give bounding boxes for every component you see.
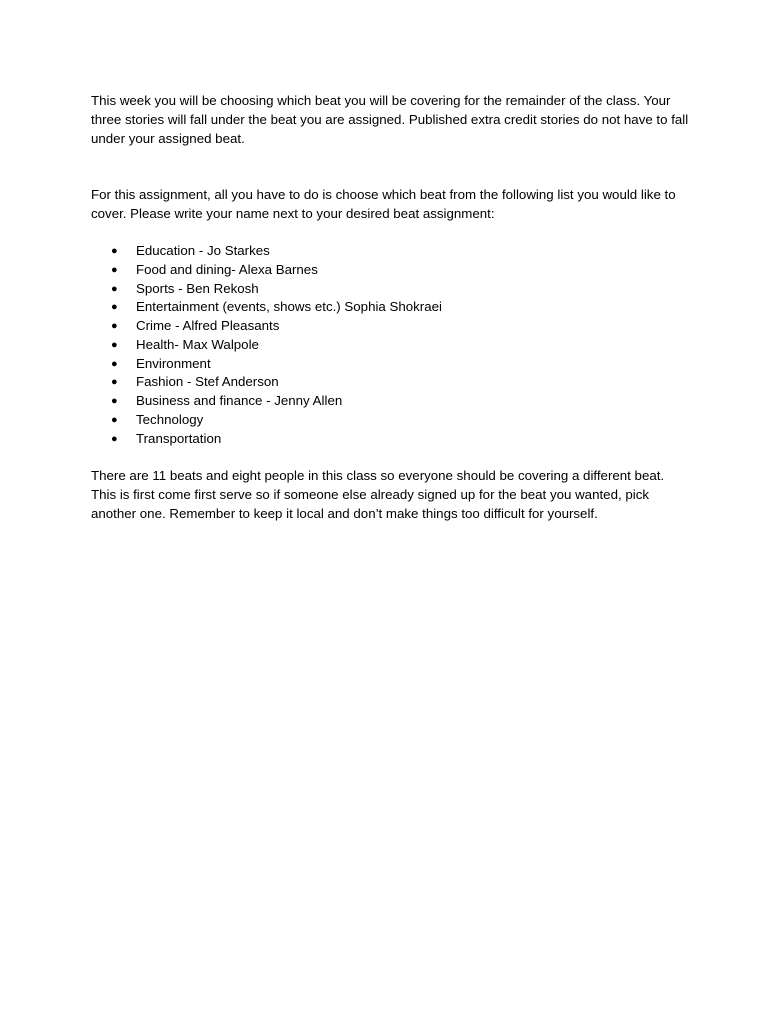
- document-body: [91, 91, 691, 523]
- list-item: [91, 280, 691, 299]
- list-item: [91, 298, 691, 317]
- bullet-icon: ●: [111, 357, 118, 370]
- closing-paragraph: There are 11 beats and eight people in this class so everyone should be covering a different beat. This is first come first serve so if someone else already signed up for the beat you wanted, pick another one. Remember to keep it local and don’t make things too difficult for yourself.: [91, 468, 665, 522]
- list-item: [91, 261, 691, 280]
- list-item: [91, 373, 691, 392]
- list-item: [91, 336, 691, 355]
- beat-label: Sports - Ben Rekosh: [136, 280, 259, 296]
- beat-label: Transportation: [136, 430, 222, 446]
- bullet-icon: ●: [111, 282, 118, 295]
- intro-paragraph: This week you will be choosing which beat you will be covering for the remainder of the class. Your three stories will fall under the beat you are assigned. Published extra credit stories do not have to fall under your assigned beat.: [91, 93, 689, 146]
- beat-label: Entertainment (events, shows etc.) Sophia Shokraei: [136, 299, 442, 315]
- bullet-icon: ●: [111, 245, 118, 257]
- list-item: [91, 392, 691, 411]
- list-item: [91, 317, 691, 336]
- beat-label: Food and dining- Alexa Barnes: [136, 261, 318, 277]
- bullet-icon: ●: [111, 395, 118, 407]
- bullet-icon: ●: [111, 376, 118, 389]
- bullet-icon: ●: [111, 432, 118, 445]
- bullet-icon: ●: [111, 338, 118, 351]
- beat-label: Health- Max Walpole: [136, 336, 259, 352]
- list-item: [91, 430, 691, 449]
- instructions-paragraph: For this assignment, all you have to do is choose which beat from the following list you would like to cover. Please write your name next to your desired beat assignment:: [91, 187, 676, 221]
- beat-label: Business and finance - Jenny Allen: [136, 393, 343, 408]
- list-item: [91, 242, 691, 261]
- beat-label: Technology: [136, 411, 204, 427]
- beat-label: Education - Jo Starkes: [136, 243, 270, 258]
- beat-label: Crime - Alfred Pleasants: [136, 318, 280, 333]
- beat-label: Environment: [136, 355, 211, 371]
- bullet-icon: ●: [111, 263, 118, 276]
- list-item: [91, 411, 691, 430]
- list-item: [91, 355, 691, 374]
- bullet-icon: ●: [111, 301, 118, 314]
- bullet-icon: ●: [111, 320, 118, 332]
- beat-list: [91, 242, 691, 448]
- beat-label: Fashion - Stef Anderson: [136, 374, 279, 390]
- bullet-icon: ●: [111, 413, 118, 426]
